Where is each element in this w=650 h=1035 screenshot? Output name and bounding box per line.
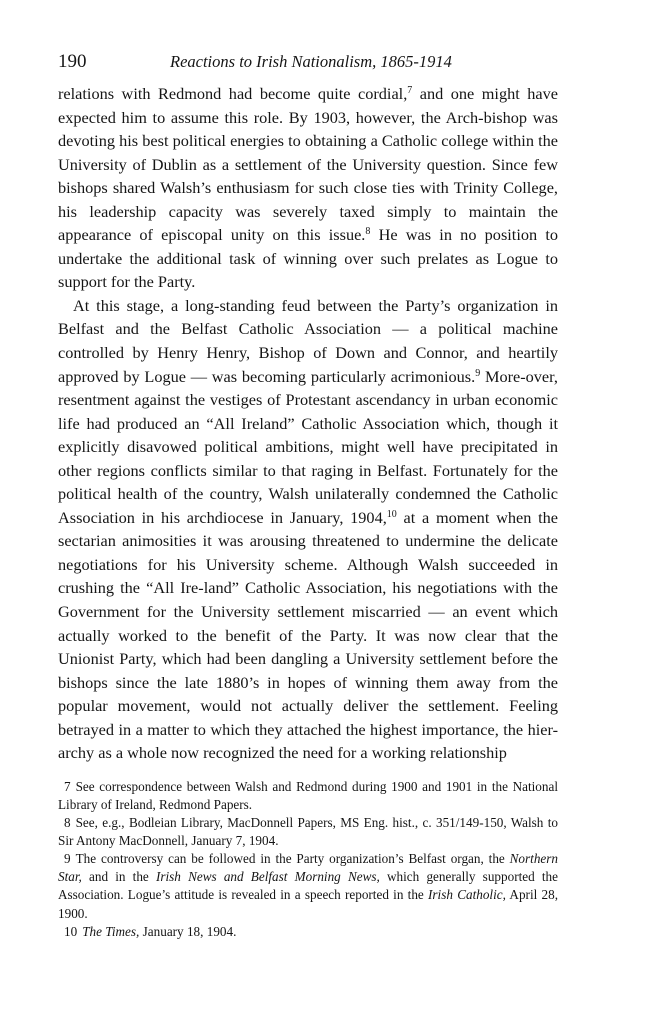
body-text-run: More-over, resentment against the vestiges of Protestant ascendancy in urban economic life had produced an “All Ireland” Catholic Association which, though it explicitly disavowed political ambitions, might well have precipitated in other regions conflicts similar to that raging in Belfast. Fortunately for the political health of the country, Walsh unilaterally condemned the Catholic Association in his archdiocese in January, 1904, xyxy=(58,366,559,527)
page-header xyxy=(58,50,558,78)
footnote-text: January 18, 1904. xyxy=(139,923,237,939)
footnote-number: 9 xyxy=(64,851,71,867)
footnote-ref: 10 xyxy=(386,508,397,520)
body-paragraph xyxy=(58,82,558,294)
footnote-ref: 9 xyxy=(475,367,481,379)
body-text-run: at a moment when the sectarian animosities it was arousing threatened to undermine the delicate negotiations for his University scheme. Although Walsh succeeded in crushing the “All Ire-land” Catholic Association, his negotiations with the Government for the University settlement miscarried — an event which actually worked to the benefit of the Party. It was now clear that the Unionist Party, which had been dangling a University settlement before the bishops since the late 1880’s in hopes of winning them away from the popular movement, would not actually deliver the settlement. Feeling betrayed in a matter to which they attached the highest importance, the hier-archy as a whole now recognized the need for a working relationship xyxy=(58,507,558,763)
footnote-text: which generally supported the Association. Logue’s attitude is revealed in a speech reported in the xyxy=(58,869,558,903)
footnote-text: and in the xyxy=(81,869,156,885)
footnote-italic-title: Irish Catholic, xyxy=(428,887,506,903)
footnote-text: See correspondence between Walsh and Redmond during 1900 and 1901 in the National Library of Ireland, Redmond Papers. xyxy=(58,778,558,812)
footnote-text: The controversy can be followed in the Party organization’s Belfast organ, the xyxy=(75,851,510,867)
body-text-run: At this stage, a long-standing feud between the Party’s organization in Belfast and the Belfast Catholic Association — a political machine controlled by Henry Henry, Bishop of Down and Connor, and heartily approved by Logue — was becoming particularly acrimonious. xyxy=(58,295,558,386)
footnote-text: April 28, 1900. xyxy=(58,887,559,921)
footnote-7 xyxy=(58,778,558,814)
footnote-number: 8 xyxy=(64,815,71,831)
footnote-italic-title: The Times, xyxy=(82,923,140,939)
body-paragraph xyxy=(58,294,558,765)
body-text-run: relations with Redmond had become quite cordial, xyxy=(58,84,408,103)
book-page xyxy=(58,50,558,941)
footnote-ref: 7 xyxy=(407,85,413,96)
body-text-run: and one might have expected him to assume this role. By 1903, however, the Arch-bishop was devoting his best political energies to obtaining a Catholic college within the University of Dublin as a settlement of the University question. Since few bishops shared Walsh’s enthusiasm for such close ties with Trinity College, his leadership capacity was severely taxed simply to maintain the appearance of episcopal unity on this issue. xyxy=(58,84,558,245)
page-number: 190 xyxy=(58,51,87,72)
footnote-9 xyxy=(58,850,558,922)
footnote-number: 10 xyxy=(64,923,78,939)
footnote-10 xyxy=(58,923,558,941)
footnote-italic-title: Irish News and Belfast Morning News, xyxy=(155,869,380,885)
footnote-number: 7 xyxy=(64,778,71,794)
footnote-8 xyxy=(58,814,558,850)
running-title: Reactions to Irish Nationalism, 1865-1914 xyxy=(170,52,452,71)
footnote-text: See, e.g., Bodleian Library, MacDonnell Papers, MS Eng. hist., c. 351/149-150, Walsh to Sir Antony MacDonnell, January 7, 1904. xyxy=(58,815,558,849)
body-text-run: He was in no position to undertake the additional task of winning over such prelates as Logue to support for the Party. xyxy=(58,225,558,292)
body-text xyxy=(58,82,558,765)
footnote-italic-title: Northern Star, xyxy=(58,851,558,885)
footnote-ref: 8 xyxy=(365,226,371,238)
footnotes xyxy=(58,778,558,941)
